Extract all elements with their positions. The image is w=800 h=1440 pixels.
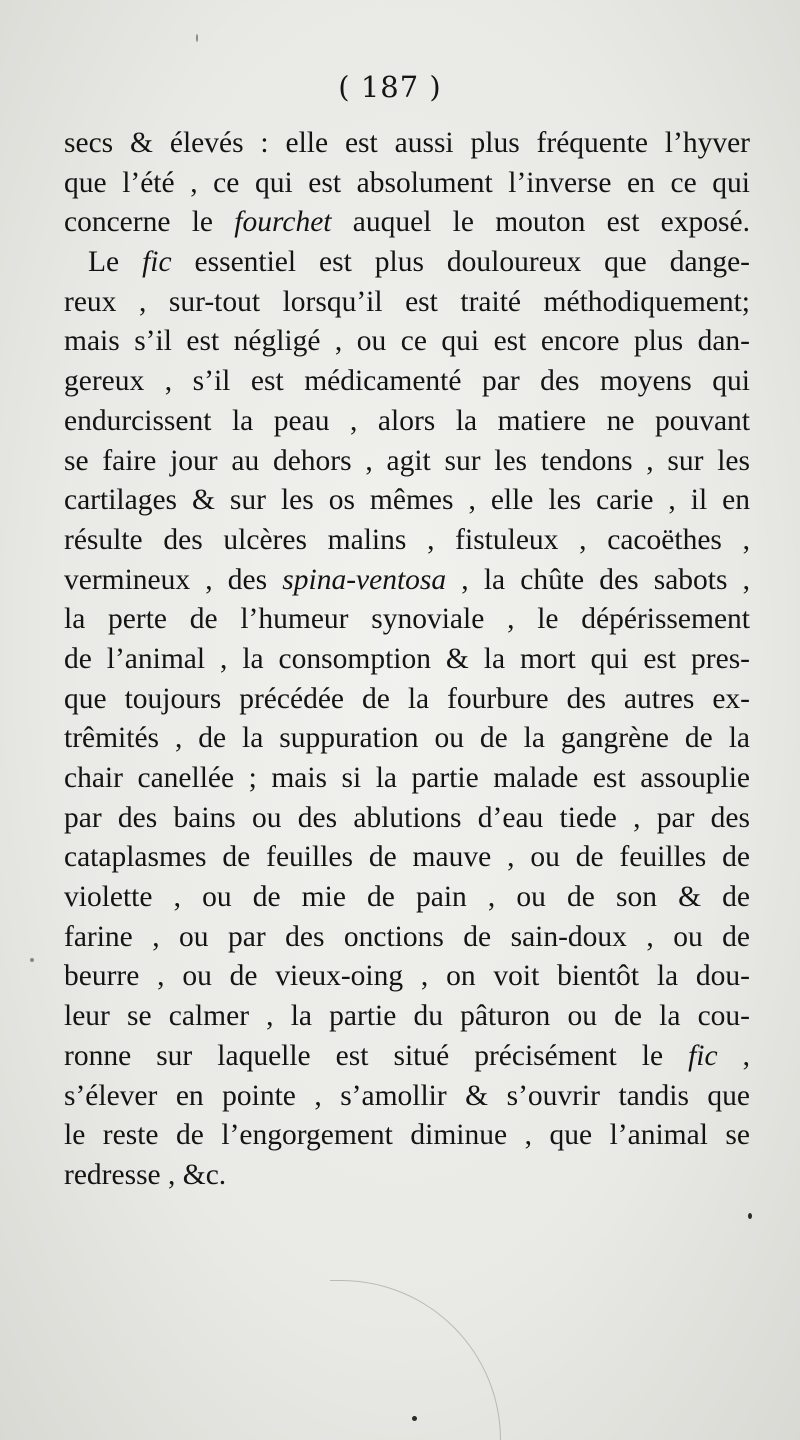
text-line [64, 878, 750, 918]
text-run: trêmités , de la suppuration ou de la gangrène de la [64, 722, 750, 755]
text-run: par des bains ou des ablutions d’eau tiede , par des [64, 801, 750, 834]
text-run: auquel le mouton est exposé. [331, 206, 750, 239]
text-run: reux , sur-tout lorsqu’il est traité méthodiquement; [64, 285, 750, 318]
text-line [64, 442, 750, 482]
ink-speck [196, 34, 198, 42]
text-run: concerne le [64, 206, 235, 239]
text-line [64, 799, 750, 839]
text-line [64, 1116, 750, 1156]
text-run: vermineux , des [64, 563, 283, 596]
italic-term: fic [688, 1039, 718, 1072]
text-run: essentiel est plus douloureux que dange- [171, 246, 750, 279]
text-line [64, 640, 750, 680]
ink-speck [748, 1213, 752, 1219]
text-run: chair canellée ; mais si la partie malade est assouplie [64, 762, 750, 794]
text-line [64, 481, 750, 521]
text-line [64, 283, 750, 323]
text-run: se faire jour au dehors , agit sur les tendons , sur les [64, 444, 750, 477]
text-run: gereux , s’il est médicamenté par des moyens qui [64, 365, 750, 398]
text-run: leur se calmer , la partie du pâturon ou de la cou- [64, 1000, 750, 1033]
text-run: , [717, 1039, 750, 1072]
text-line [64, 402, 750, 442]
text-run: redresse , &c. [64, 1158, 227, 1191]
text-run: mais s’il est négligé , ou ce qui est encore plus dan- [64, 325, 750, 358]
text-line [64, 322, 750, 362]
text-line [64, 997, 750, 1037]
text-line [64, 164, 750, 204]
text-run: endurcissent la peau , alors la matiere ne pouvant [64, 404, 750, 437]
text-run: le reste de l’engorgement diminue , que l’animal se [64, 1119, 750, 1152]
text-line [64, 203, 750, 243]
text-run: la perte de l’humeur synoviale , le dépérissement [64, 603, 750, 636]
text-run: s’élever en pointe , s’amollir & s’ouvrir tandis que [64, 1079, 750, 1112]
text-line [64, 1077, 750, 1117]
text-run: cartilages & sur les os mêmes , elle les carie , il en [64, 484, 750, 517]
italic-term: fic [142, 246, 172, 279]
text-run: farine , ou par des onctions de sain-doux , ou de [64, 920, 750, 953]
italic-term: fourchet [234, 206, 332, 239]
text-line [64, 243, 750, 283]
text-run: beurre , ou de vieux-oing , on voit bientôt la dou- [64, 960, 750, 993]
text-line [64, 957, 750, 997]
text-run: que toujours précédée de la fourbure des autres ex- [64, 682, 750, 715]
text-run: résulte des ulcères malins , fistuleux , cacoëthes , [64, 523, 750, 556]
italic-term: spina-ventosa [282, 563, 447, 596]
text-run: secs & élevés : elle est aussi plus fréquente l’hyver [64, 127, 750, 159]
body-text [64, 124, 750, 1196]
page-number: ( 187 ) [338, 70, 442, 104]
text-run: Le [88, 246, 143, 279]
text-line [64, 600, 750, 640]
text-line [64, 521, 750, 561]
text-line [64, 759, 750, 799]
text-line [64, 561, 750, 601]
text-line [64, 918, 750, 958]
text-line [64, 1037, 750, 1077]
text-run: que l’été , ce qui est absolument l’inverse en ce qui [64, 166, 750, 199]
text-run: violette , ou de mie de pain , ou de son & de [64, 881, 750, 914]
text-line [64, 1156, 750, 1196]
text-line [64, 124, 750, 164]
text-line [64, 362, 750, 402]
ink-speck [30, 958, 34, 962]
text-run: cataplasmes de feuilles de mauve , ou de feuilles de [64, 841, 750, 874]
text-line [64, 680, 750, 720]
text-line [64, 719, 750, 759]
text-line [64, 838, 750, 878]
text-run: de l’animal , la consomption & la mort qui est pres- [64, 642, 750, 675]
text-run: ronne sur laquelle est situé précisément le [64, 1039, 689, 1072]
ink-speck [412, 1416, 417, 1421]
text-run: , la chûte des sabots , [446, 563, 750, 596]
